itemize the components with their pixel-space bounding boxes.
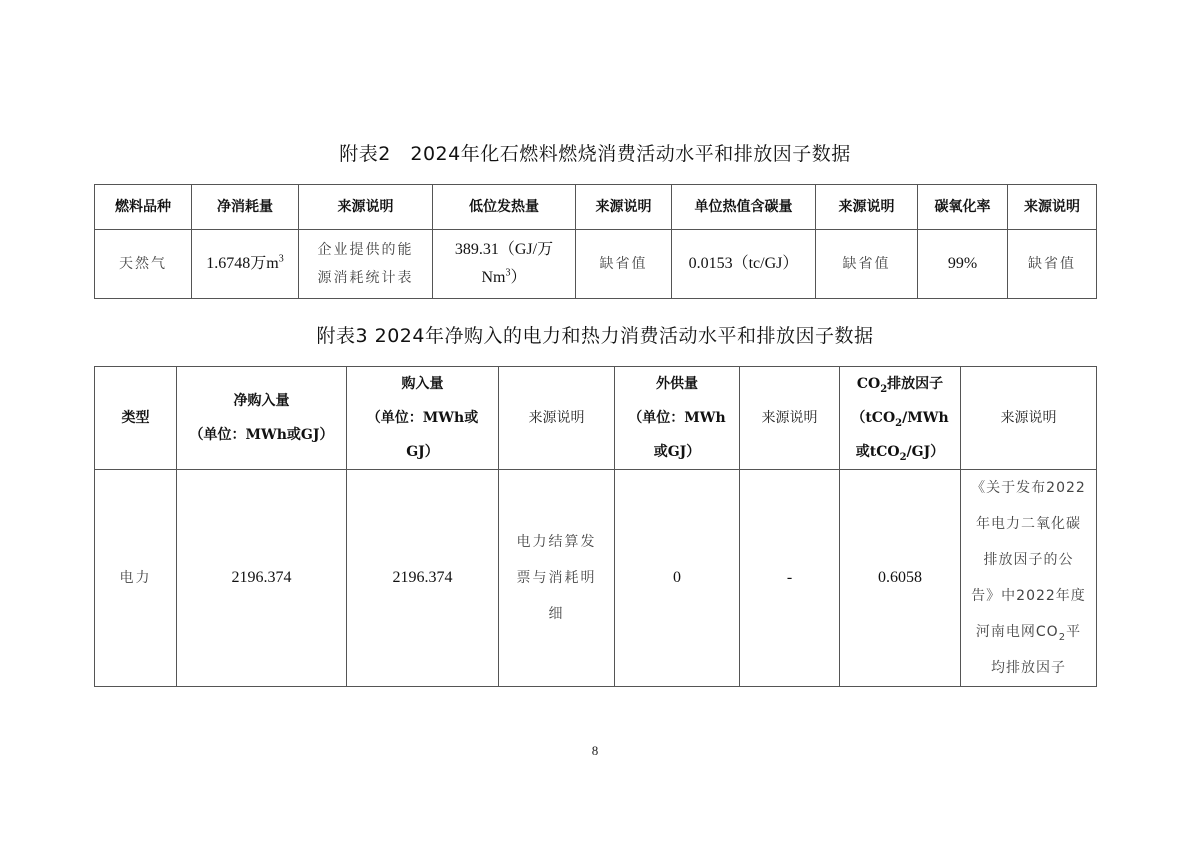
table2-title: 附表2 2024年化石燃料燃烧消费活动水平和排放因子数据 xyxy=(339,143,851,165)
table-header-row xyxy=(95,185,1097,230)
text-line: 购入量 xyxy=(401,376,444,392)
text-line: 票与消耗明 xyxy=(516,570,597,586)
text-line: 细 xyxy=(548,606,565,622)
carbon-content-source-cell: 缺省值 xyxy=(816,230,918,299)
text: /GJ） xyxy=(906,444,945,460)
consumption-source-cell xyxy=(299,230,433,299)
text: 或tCO xyxy=(855,444,900,460)
header-carbon-content: 单位热值含碳量 xyxy=(672,185,816,230)
subscript: 2 xyxy=(899,451,907,463)
ncv-cell xyxy=(433,230,576,299)
text-line: 企业提供的能 xyxy=(317,242,414,258)
subscript: 2 xyxy=(1058,631,1067,643)
fossil-fuel-table xyxy=(94,184,1097,299)
text: 平 xyxy=(1066,624,1082,640)
header-purchase xyxy=(347,367,499,470)
text-line xyxy=(840,367,960,401)
electricity-heat-table xyxy=(94,366,1097,687)
superscript: 3 xyxy=(278,253,284,265)
header-source: 来源说明 xyxy=(299,185,433,230)
net-purchase-cell: 2196.374 xyxy=(177,470,347,687)
text: ） xyxy=(510,269,527,286)
table3-title: 附表3 2024年净购入的电力和热力消费活动水平和排放因子数据 xyxy=(316,325,874,347)
page-number: 8 xyxy=(591,743,599,758)
ncv-source-cell: 缺省值 xyxy=(576,230,672,299)
header-net-purchase xyxy=(177,367,347,470)
table-row xyxy=(95,470,1097,687)
text-line: （单位：MWh或 xyxy=(366,410,479,426)
type-cell: 电力 xyxy=(95,470,177,687)
text-line: 电力结算发 xyxy=(516,534,597,550)
supply-source-cell: - xyxy=(740,470,840,687)
net-consumption-cell xyxy=(192,230,299,299)
text-line: 均排放因子 xyxy=(991,660,1066,676)
text-line xyxy=(840,401,960,435)
text-line: 年电力二氧化碳 xyxy=(976,516,1081,532)
emission-factor-source-cell xyxy=(961,470,1097,687)
text-line: 外供量 xyxy=(656,376,698,392)
header-oxidation-rate: 碳氧化率 xyxy=(918,185,1008,230)
header-source: 来源说明 xyxy=(576,185,672,230)
text-line: 源消耗统计表 xyxy=(317,270,414,286)
table-row xyxy=(95,230,1097,299)
text-line xyxy=(840,435,960,469)
text-line: （单位：MWh或GJ） xyxy=(189,427,334,443)
text-line: 389.31（GJ/万 xyxy=(454,241,554,258)
net-consumption-value: 1.6748万m xyxy=(206,255,279,272)
table-header-row xyxy=(95,367,1097,470)
header-source: 来源说明 xyxy=(740,367,840,470)
header-type: 类型 xyxy=(95,367,177,470)
text-line: GJ） xyxy=(406,444,439,460)
header-supply xyxy=(615,367,740,470)
text-line xyxy=(433,264,575,292)
carbon-content-cell: 0.0153（tc/GJ） xyxy=(672,230,816,299)
supply-cell: 0 xyxy=(615,470,740,687)
header-source: 来源说明 xyxy=(1008,185,1097,230)
text-line: 净购入量 xyxy=(233,393,290,409)
text: （tCO xyxy=(851,410,896,426)
superscript: 3 xyxy=(505,267,511,279)
header-fuel-type: 燃料品种 xyxy=(95,185,192,230)
header-source: 来源说明 xyxy=(816,185,918,230)
text-line: 《关于发布2022 xyxy=(971,480,1086,496)
fuel-type-cell: 天然气 xyxy=(95,230,192,299)
text-line: 排放因子的公 xyxy=(983,552,1074,568)
purchase-cell: 2196.374 xyxy=(347,470,499,687)
text: Nm xyxy=(481,269,506,286)
header-source: 来源说明 xyxy=(499,367,615,470)
text-line: （单位：MWh xyxy=(628,410,726,426)
text: 河南电网CO xyxy=(975,624,1059,640)
oxidation-source-cell: 缺省值 xyxy=(1008,230,1097,299)
text: 排放因子 xyxy=(887,376,944,392)
header-net-consumption: 净消耗量 xyxy=(192,185,299,230)
text: CO xyxy=(856,376,881,392)
purchase-source-cell xyxy=(499,470,615,687)
oxidation-rate-cell: 99% xyxy=(918,230,1008,299)
text-line: 或GJ） xyxy=(653,444,701,460)
header-emission-factor xyxy=(840,367,961,470)
header-source: 来源说明 xyxy=(961,367,1097,470)
header-ncv: 低位发热量 xyxy=(433,185,576,230)
text: /MWh xyxy=(902,410,949,426)
text-line: 告》中2022年度 xyxy=(971,588,1086,604)
subscript: 2 xyxy=(895,417,903,429)
emission-factor-cell: 0.6058 xyxy=(840,470,961,687)
subscript: 2 xyxy=(880,383,888,395)
text-line xyxy=(961,614,1096,650)
